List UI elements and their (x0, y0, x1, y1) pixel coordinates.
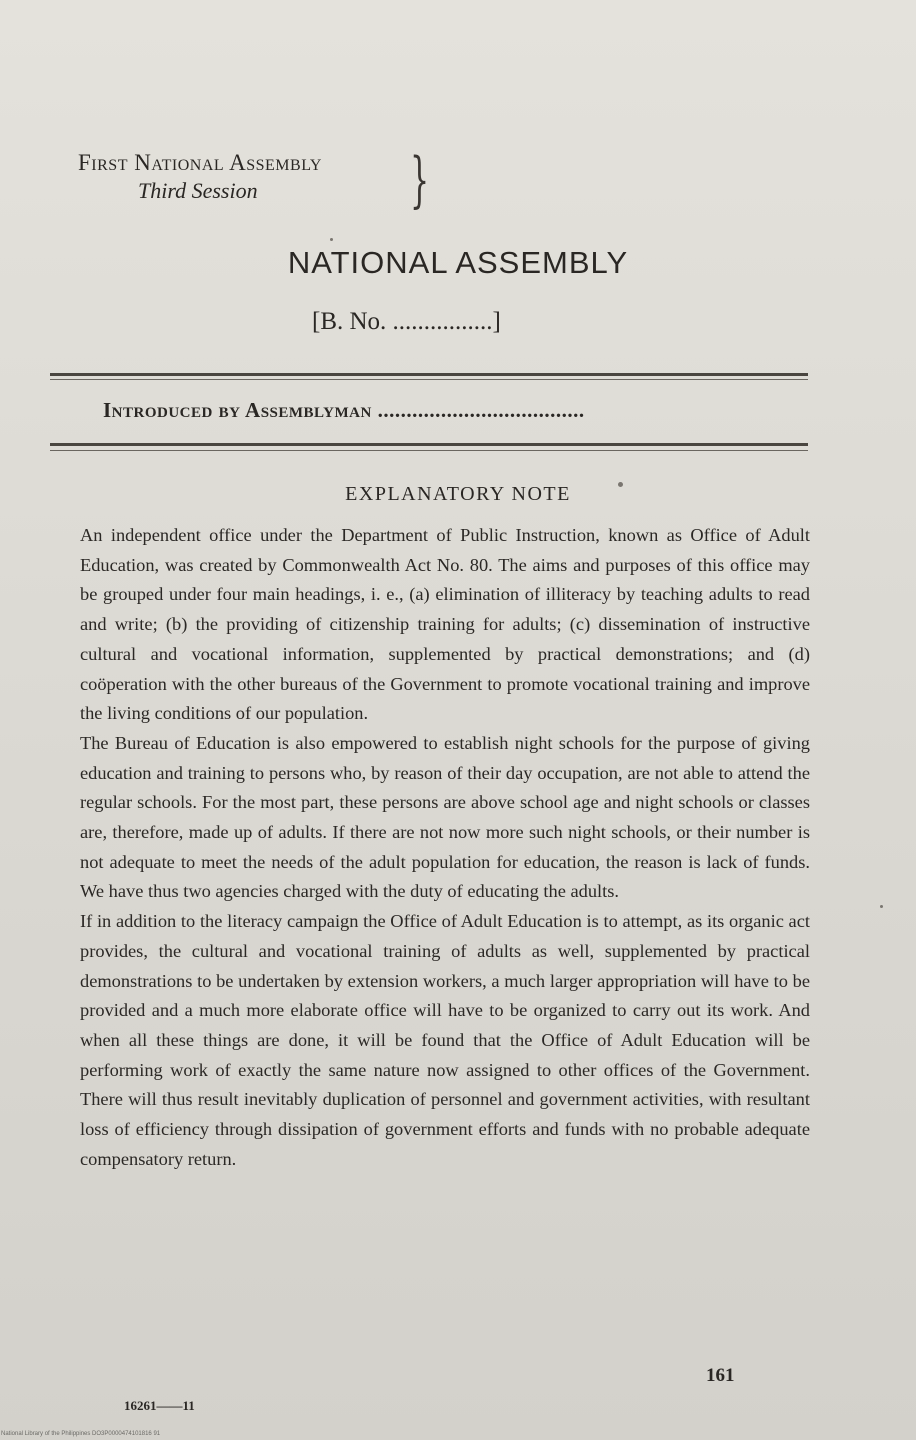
page-number: 161 (706, 1365, 735, 1386)
brace-glyph: } (410, 145, 430, 215)
library-watermark: National Library of the Philippines DO3P0000474101816 91 (1, 1431, 161, 1437)
session-heading (78, 150, 322, 204)
paragraph: If in addition to the literacy campaign the Office of Adult Education is to attempt, as its organic act provides, the cultural and vocational training of adults as well, supplemented by practical demonstrations to be undertaken by extension workers, a much larger appropriation will have to be provided and a much more elaborate office will have to be organized to carry out its work. And when all these things are done, it will be found that the Office of Adult Education will be performing work of exactly the same nature now assigned to other offices of the Government. There will thus result inevitably duplication of personnel and government activities, with resultant loss of efficiency through dissipation of government efforts and funds with no probable adequate compensatory return. (80, 911, 810, 1169)
paragraph: The Bureau of Education is also empowered to establish night schools for the purpose of giving education and training to persons who, by reason of their day occupation, are not able to attend the regular schools. For the most part, these persons are above school age and night schools or classes are, therefore, made up of adults. If there are not now more such night schools, or their number is not adequate to meet the needs of the adult population for education, the reason is lack of funds. We have thus two agencies charged with the duty of educating the adults. (80, 732, 810, 902)
assembly-label: First National Assembly (78, 150, 322, 175)
print-speck (618, 482, 623, 487)
session-label: Third Session (138, 178, 258, 203)
print-speck (330, 238, 333, 241)
paragraph: An independent office under the Department of Public Instruction, known as Office of Adult Education, was created by Commonwealth Act No. 80. The aims and purposes of this office may be grouped under four main headings, i. e., (a) elimination of illiteracy by teaching adults to read and write; (b) the providing of citizenship training for adults; (c) dissemination of instructive cultural and vocational information, supplemented by practical demonstrations; and (d) coöperation with the other bureaus of the Government to promote vocational training and improve the living conditions of our population. (80, 525, 810, 724)
page-title: NATIONAL ASSEMBLY (287, 245, 629, 280)
divider-bottom (50, 443, 808, 446)
divider-top (50, 373, 808, 376)
printer-code: 16261——11 (124, 1398, 195, 1413)
divider-top-thin (50, 379, 808, 380)
divider-bottom-thin (50, 450, 808, 451)
bill-number: [B. No. ................] (312, 308, 501, 335)
body-text (80, 521, 810, 1174)
print-speck (880, 905, 883, 908)
introduced-by-line: Introduced by Assemblyman .................................... (103, 398, 585, 422)
explanatory-note-heading: EXPLANATORY NOTE (345, 483, 571, 505)
